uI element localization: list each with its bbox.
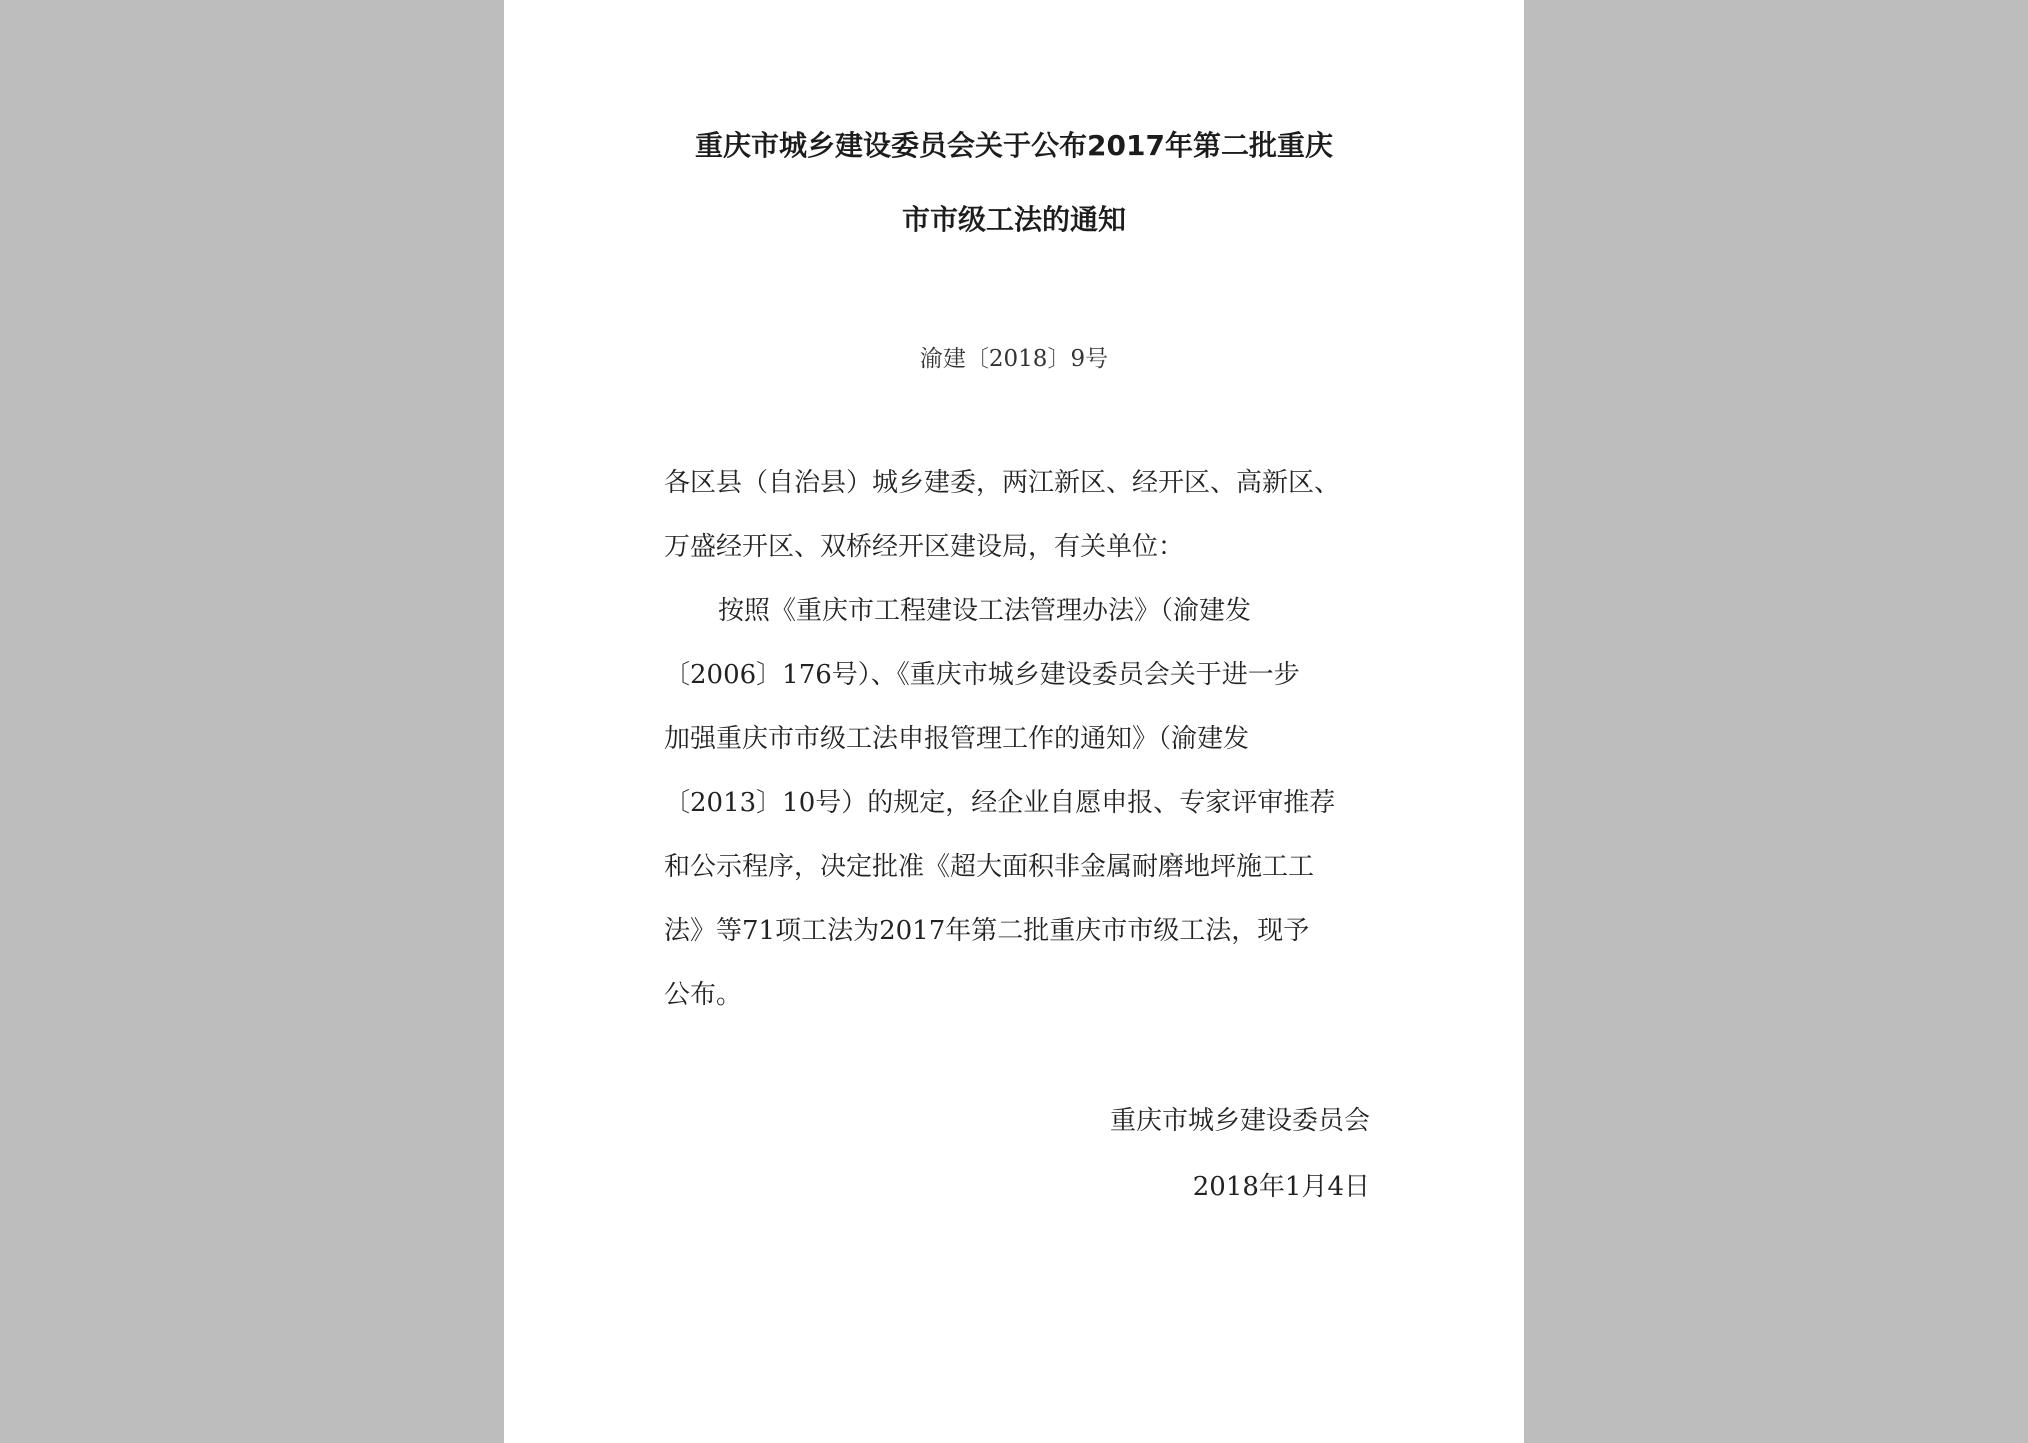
signature-date: 2018年1月4日 xyxy=(1192,1172,1370,1202)
addressee-line-1: 各区县（自治县）城乡建委，两江新区、经开区、高新区、 xyxy=(664,468,1341,498)
document-title-line-2: 市市级工法的通知 xyxy=(901,203,1126,236)
body-line-7: 公布。 xyxy=(664,980,743,1010)
addressee-line-2: 万盛经开区、双桥经开区建设局，有关单位： xyxy=(664,532,1185,562)
body-line-3: 加强重庆市市级工法申报管理工作的通知》（渝建发 xyxy=(664,724,1250,754)
document-title-line-1: 重庆市城乡建设委员会关于公布2017年第二批重庆 xyxy=(695,129,1333,162)
body-line-5: 和公示程序，决定批准《超大面积非金属耐磨地坪施工工 xyxy=(664,852,1315,882)
document-page xyxy=(504,0,1524,1443)
document-number: 渝建〔2018〕9号 xyxy=(919,346,1109,372)
body-line-4: 〔2013〕10号）的规定，经企业自愿申报、专家评审推荐 xyxy=(664,788,1336,818)
signature-organization: 重庆市城乡建设委员会 xyxy=(1109,1106,1370,1136)
body-line-6: 法》等71项工法为2017年第二批重庆市市级工法，现予 xyxy=(664,916,1310,946)
body-line-1: 按照《重庆市工程建设工法管理办法》（渝建发 xyxy=(718,596,1252,626)
body-line-2: 〔2006〕176号）、《重庆市城乡建设委员会关于进一步 xyxy=(664,660,1300,690)
